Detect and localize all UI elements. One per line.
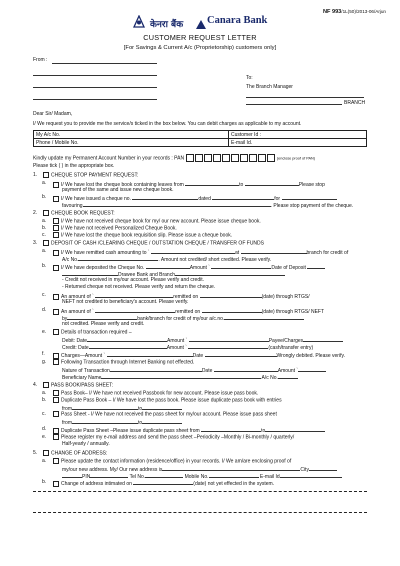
s1a-checkbox[interactable] — [53, 182, 59, 188]
s5b-checkbox[interactable] — [53, 481, 59, 487]
s2-item-b: I/ We have not received Personalized Cheque Book. — [52, 225, 177, 231]
pan-boxes[interactable] — [185, 155, 276, 161]
account-number-field[interactable]: My A/c No. — [34, 131, 229, 139]
s3a-checkbox[interactable] — [53, 250, 59, 256]
s4-item-e: Please register my e-mail address and send the pass sheet –Periodicity –Monthly / Bi-monthly / quarterly/ — [52, 434, 294, 440]
section-1-checkbox[interactable] — [43, 172, 49, 178]
s3-item-b-option-1: - Credit not received in my/our account. Please verify and credit. — [62, 277, 205, 283]
section-number: 4. — [33, 382, 38, 388]
section-number: 3. — [33, 240, 38, 246]
section-4-header: PASS BOOK/PASS SHEET: — [42, 382, 113, 388]
s3-item-d-cont: by bank/branch for credit of my/our a/c.no. — [62, 314, 304, 322]
s3-item-g: Following Transaction through Internet Banking not effected. — [52, 359, 194, 365]
footer-divider — [33, 512, 367, 513]
s3-item-f: Charges—Amount ` Date Wrongly debited. Please verify. — [52, 351, 345, 359]
item-letter: a. — [42, 180, 47, 186]
item-letter: c. — [42, 292, 46, 298]
form-subtitle: [For Savings & Current A/c (Proprietorship) customers only] — [123, 45, 277, 51]
item-letter: a. — [42, 458, 47, 464]
item-letter: b. — [42, 263, 47, 269]
s1-item-a: I/ We have lost the cheque book containing leaves from to Please stop — [52, 180, 325, 188]
s2c-checkbox[interactable] — [53, 232, 59, 238]
s4-item-b-cont: from to — [62, 404, 182, 412]
section-number: 2. — [33, 210, 38, 216]
item-letter: f. — [42, 351, 45, 357]
s3f-checkbox[interactable] — [53, 353, 59, 359]
s5-item-b: Change of address intimated on (date) not yet effected in the system. — [52, 479, 274, 487]
s3g-checkbox[interactable] — [53, 359, 59, 365]
s1-item-b: I/ We have issued a cheque no. dated for — [52, 194, 337, 202]
s3-item-g-beneficiary: Beneficiary Name A/c No. — [62, 373, 298, 381]
bank-logo-icon — [132, 15, 146, 34]
item-letter: e. — [42, 329, 47, 335]
form-title: CUSTOMER REQUEST LETTER — [143, 33, 257, 42]
s4d-checkbox[interactable] — [53, 428, 59, 434]
s4c-checkbox[interactable] — [53, 411, 59, 417]
item-letter: b. — [42, 225, 47, 231]
s4-item-d: Duplicate Pass Sheet –Please issue duplicate pass sheet from to — [52, 426, 325, 434]
form-reference: NF 993/1L(50)/2013-06/Arjun — [322, 9, 386, 15]
s3-item-g-nature: Nature of Transaction Date Amount ` — [62, 366, 326, 374]
account-details-grid — [33, 130, 367, 147]
s1-item-b-cont: favouring . Please stop payment of the cheque. — [62, 203, 354, 209]
s3-item-e: Details of transaction required – — [52, 329, 132, 335]
s5-item-a-contact: PIN Tel No. Mobile No. E-mail Id — [62, 472, 342, 480]
s4a-checkbox[interactable] — [53, 390, 59, 396]
section-1-header: CHEQUE STOP PAYMENT REQUEST: — [42, 172, 138, 178]
s3-item-a: I/ We have remitted cash amounting to ` at branch for credit of — [52, 248, 348, 256]
item-letter: b. — [42, 397, 47, 403]
s3d-checkbox[interactable] — [53, 309, 59, 315]
s2-item-a: I/ We have not received cheque book for my/ our new account. Please issue cheque book. — [52, 218, 261, 224]
item-letter: a. — [42, 390, 47, 396]
s3-item-b: I/ We have deposited the Cheque No. Amount ` Date of Deposit — [52, 263, 325, 271]
bank-name-hindi: केनरा बैंक — [150, 20, 184, 30]
s4-item-a: Pass Book– I/ We have not received Passbook for new account. Please issue pass book. — [52, 390, 258, 396]
item-letter: b. — [42, 194, 47, 200]
s4b-checkbox[interactable] — [53, 397, 59, 403]
branch-line-1[interactable] — [246, 97, 364, 98]
item-letter: c. — [42, 411, 46, 417]
s2a-checkbox[interactable] — [53, 218, 59, 224]
item-letter: c. — [42, 232, 46, 238]
section-4-checkbox[interactable] — [43, 382, 49, 388]
s3-item-d-cont-2: not credited. Please verify and credit. — [62, 321, 145, 327]
item-letter: g. — [42, 359, 47, 365]
s3c-checkbox[interactable] — [53, 294, 59, 300]
branch-label: BRANCH — [344, 100, 366, 106]
section-2-header: CHEQUE BOOK REQUEST: — [42, 210, 115, 216]
s2b-checkbox[interactable] — [53, 225, 59, 231]
s4-item-c-cont: from to — [62, 418, 182, 426]
item-letter: b. — [42, 479, 47, 485]
s3b-checkbox[interactable] — [53, 265, 59, 271]
section-3-checkbox[interactable] — [43, 240, 49, 246]
customer-id-field[interactable]: Customer Id : — [229, 131, 367, 139]
pan-row: Kindly update my Permanent Account Number in your records : PAN (enclose proof of PAN) — [33, 155, 316, 162]
from-line-4[interactable] — [33, 99, 157, 100]
s5a-checkbox[interactable] — [53, 458, 59, 464]
s4-item-e-cont: Half-yearly / annually. — [62, 441, 110, 447]
s4-item-c: Pass Sheet - I/ We have not received the pass sheet for my/our account. Please issue pass sheet — [52, 411, 277, 417]
s3-item-e-credit: Credit: Date Amount ` (cash/transfer entry) — [62, 345, 314, 351]
s3-item-d: An amount of ` remitted on (date) through RTGS/ NEFT — [52, 307, 324, 315]
item-letter: d. — [42, 426, 47, 432]
section-number: 5. — [33, 450, 38, 456]
footer-divider — [33, 491, 367, 492]
item-letter: a. — [42, 218, 47, 224]
item-letter: e. — [42, 434, 47, 440]
from-line-1[interactable] — [52, 63, 157, 64]
item-letter: a. — [42, 248, 47, 254]
s3-item-c: An amount of ` remitted on (date) through RTGS/ — [52, 292, 310, 300]
section-2-checkbox[interactable] — [43, 210, 49, 216]
from-line-2[interactable] — [33, 75, 157, 76]
tick-instruction: Please tick ( ) in the appropriate box. — [33, 163, 115, 169]
s5-item-a: Please update the contact information (residence/office) in your records. I/ We am/are enclosing proof of — [52, 458, 291, 464]
section-3-header: DEPOSIT OF CASH /CLEARING CHEQUE / OUTSTATION CHEQUE / TRANSFER OF FUNDS — [42, 240, 264, 246]
branch-line-2[interactable] — [246, 104, 342, 105]
intro-text: I/ We request you to provide me the service/s ticked in the box below. You can debit charges as applicable to my account. — [33, 121, 302, 127]
from-label: From : — [33, 57, 48, 63]
to-label: To: — [246, 75, 253, 81]
s2-item-c: I/ We have lost the cheque book requisition slip. Please issue a cheque book. — [52, 232, 232, 238]
s5-item-a-cont: my/our new address. My/ Our new address is City — [62, 465, 337, 473]
bank-name: Canara Bank — [207, 15, 268, 26]
s4e-checkbox[interactable] — [53, 434, 59, 440]
s4-item-b: Duplicate Pass Book – I/ We have lost the pass book. Please issue duplicate pass book with entries — [52, 397, 282, 403]
email-field[interactable]: E-mail Id. — [229, 139, 367, 147]
s3-item-e-debit: Debit: Date Amount ` Payee/Charges — [62, 336, 343, 344]
to-recipient: The Branch Manager — [246, 84, 293, 90]
s1-item-a-cont: payment of the same and issue new cheque book. — [62, 187, 174, 193]
section-number: 1. — [33, 172, 38, 178]
phone-field[interactable]: Phone / Mobile No. — [34, 139, 229, 147]
s3e-checkbox[interactable] — [53, 329, 59, 335]
section-5-header: CHANGE OF ADDRESS: — [42, 450, 107, 456]
s3-item-a-cont: A/c No. . Amount not credited/ short credited. Please verify. — [62, 257, 272, 263]
section-5-checkbox[interactable] — [43, 450, 49, 456]
from-line-3[interactable] — [33, 87, 157, 88]
item-letter: d. — [42, 307, 47, 313]
s3-item-c-cont: NEFT not credited to beneficiary's account. Please verify. — [62, 299, 189, 305]
s3-item-b-option-2: - Returned cheque not received. Please verify and return the cheque. — [62, 284, 216, 290]
s3-item-b-bank: Drawee Bank and Branch — [62, 270, 285, 278]
s1b-checkbox[interactable] — [53, 196, 59, 202]
salutation: Dear Sir/ Madam, — [33, 111, 73, 117]
